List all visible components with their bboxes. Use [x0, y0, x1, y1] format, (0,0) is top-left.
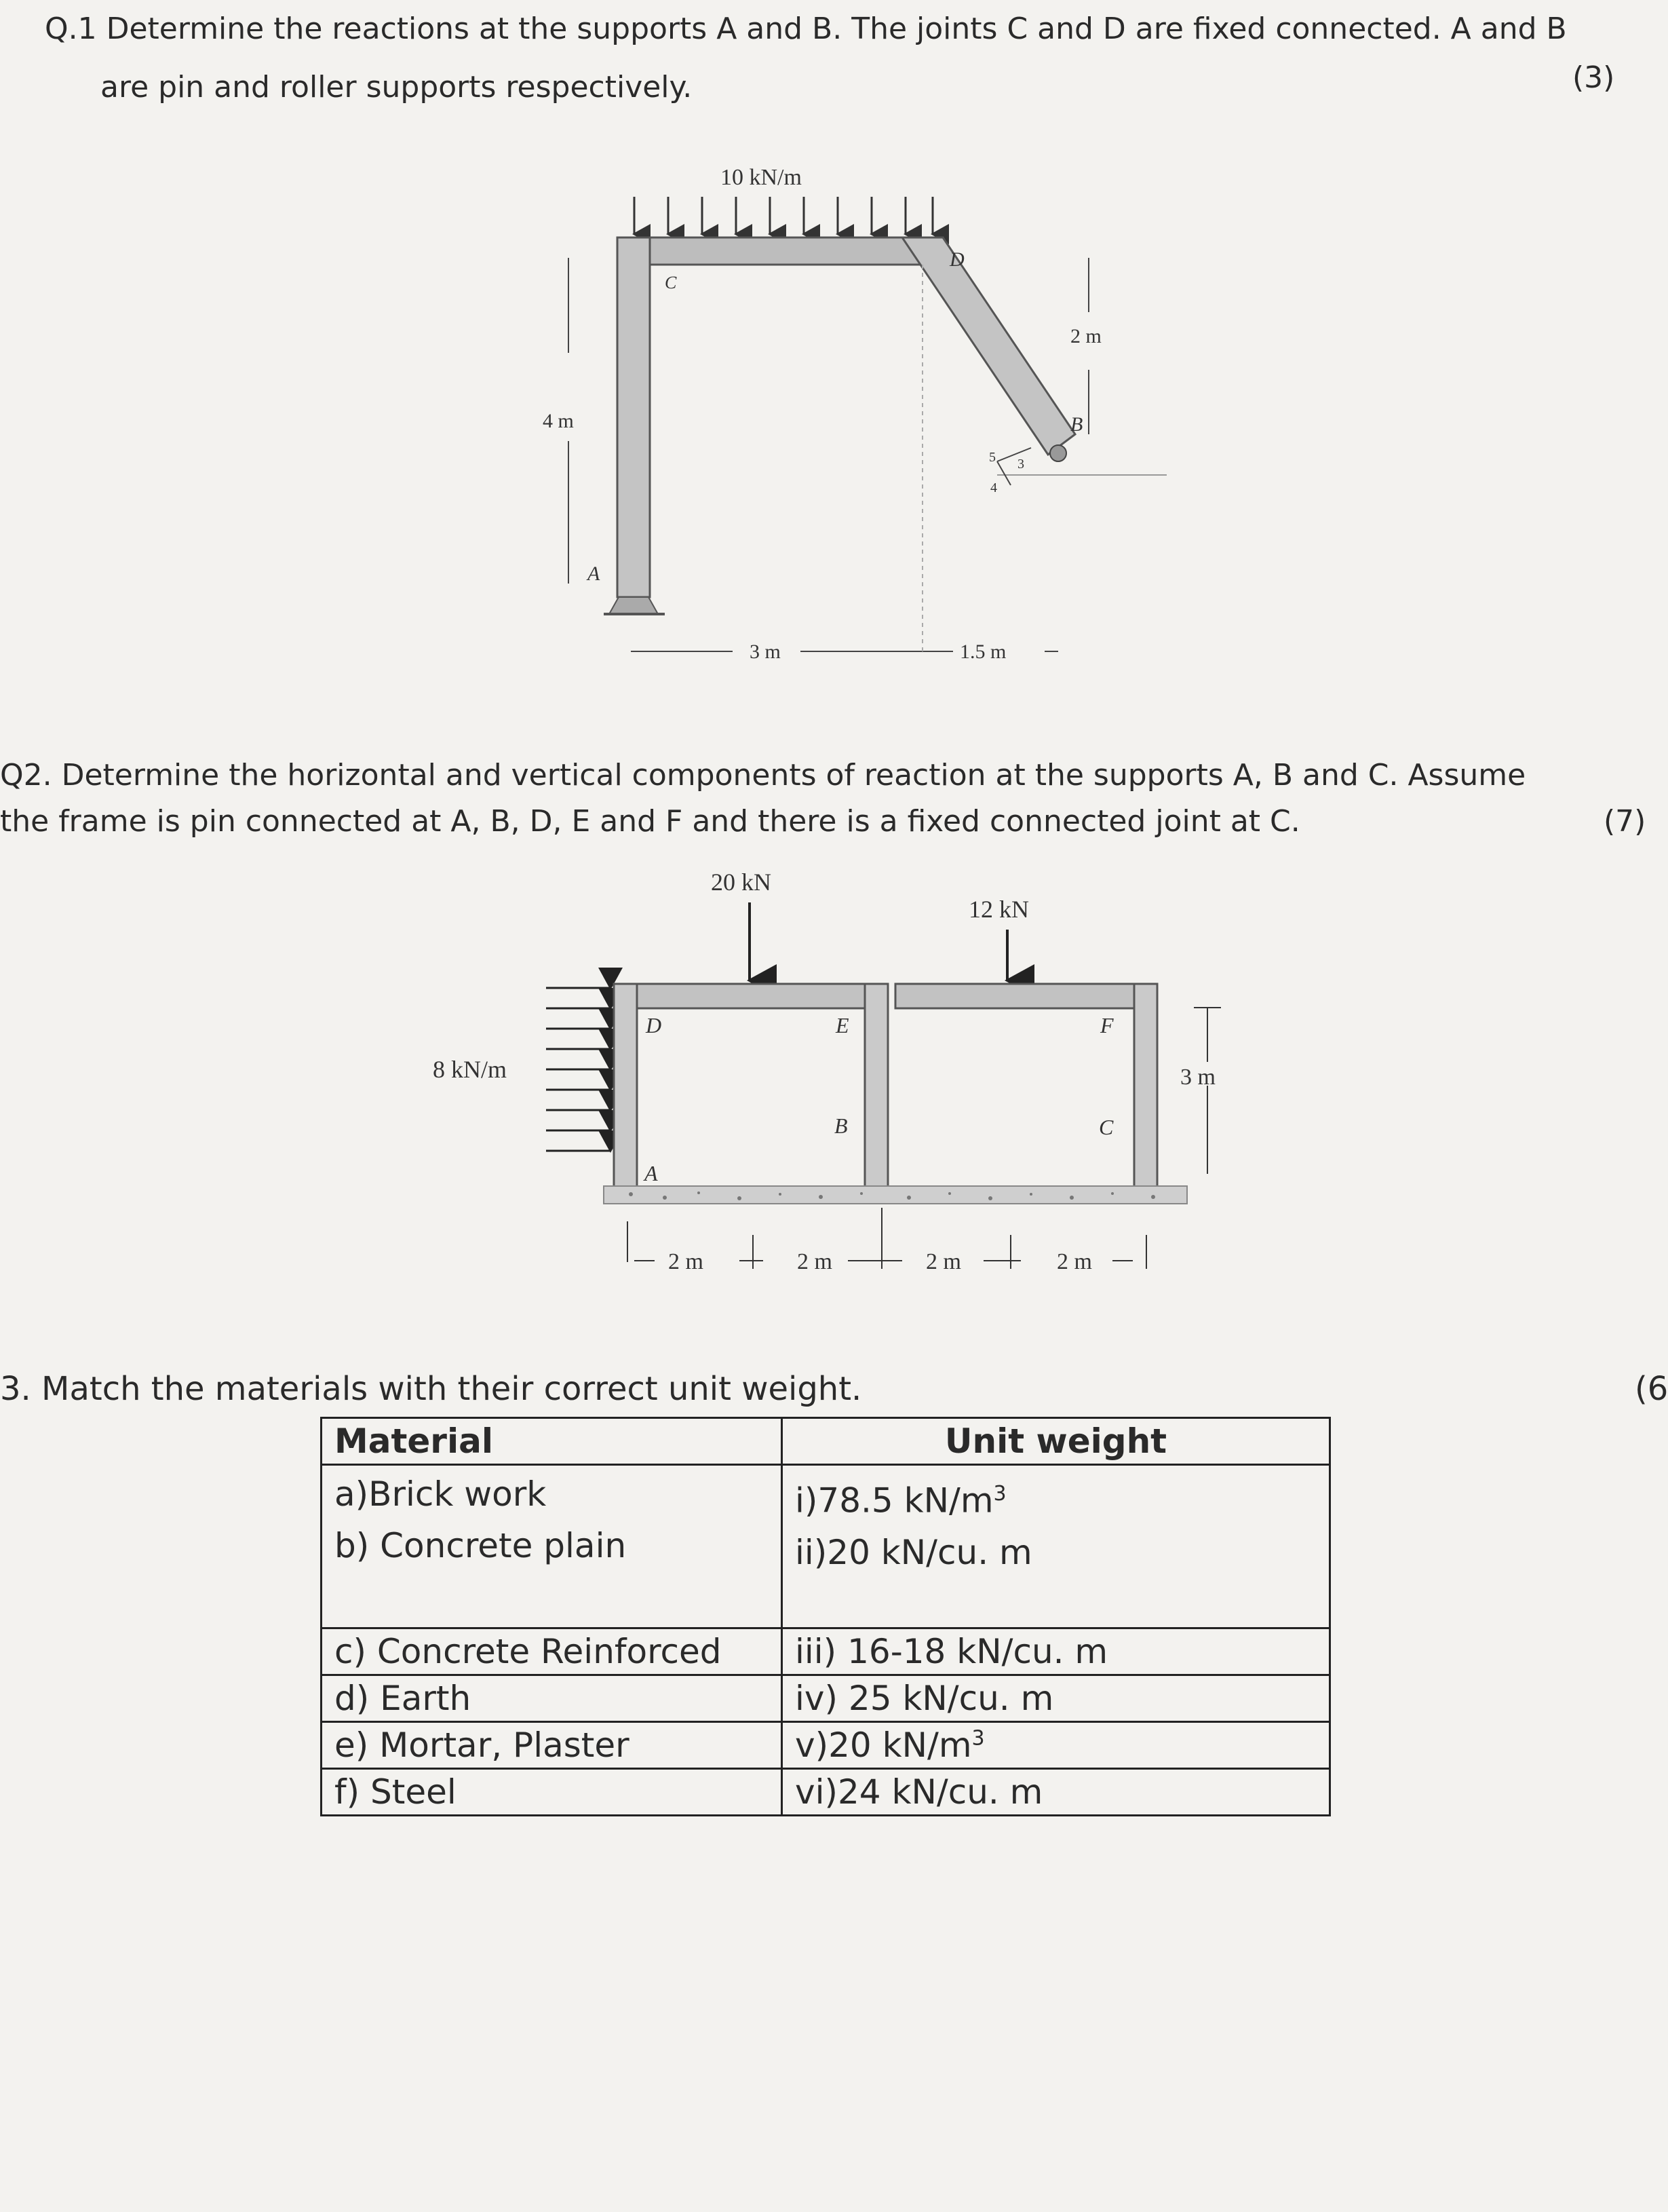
- q1-label-a: A: [587, 562, 600, 585]
- q2-column-b: [865, 984, 888, 1187]
- q1-slope-5: 5: [989, 450, 996, 465]
- q2-frame-figure: [0, 855, 1655, 1303]
- material-f: f) Steel: [322, 1769, 782, 1816]
- unit-v: v)20 kN/m: [795, 1725, 972, 1765]
- q2-label-f: F: [1100, 1013, 1114, 1037]
- q2-label-a: A: [644, 1161, 658, 1185]
- q1-dim-right: 2 m: [1070, 325, 1102, 347]
- q1-slope-triangle: [997, 448, 1031, 485]
- q2-column-a: [614, 984, 637, 1187]
- table-row: [322, 1722, 1330, 1769]
- q1-frame-figure: [0, 0, 1655, 706]
- q2-distributed-arrows: [543, 927, 610, 1151]
- unit-iii: iii) 16-18 kN/cu. m: [782, 1628, 1330, 1675]
- table-header-row: [322, 1418, 1330, 1465]
- q2-dist-load-label: 8 kN/m: [433, 1056, 507, 1083]
- material-e: e) Mortar, Plaster: [322, 1722, 782, 1769]
- q2-span3: 2 m: [926, 1249, 961, 1274]
- q3-title: 3. Match the materials with their correct unit weight.: [0, 1370, 862, 1408]
- q1-label-d: D: [950, 248, 965, 271]
- q1-label-b: B: [1070, 413, 1083, 436]
- q1-label-c: C: [665, 273, 677, 292]
- q1-slope-3: 3: [1017, 457, 1024, 472]
- unit-i: i)78.5 kN/m: [795, 1481, 994, 1521]
- q2-span2: 2 m: [797, 1249, 832, 1274]
- q1-roller-support: [1050, 445, 1066, 461]
- q2-beam-left: [614, 984, 885, 1008]
- q1-dim-span1: 3 m: [750, 641, 781, 663]
- q1-marks: (3): [1572, 60, 1615, 95]
- header-unit-weight: Unit weight: [782, 1418, 1330, 1465]
- material-c: c) Concrete Reinforced: [322, 1628, 782, 1675]
- q1-top-beam: [617, 237, 943, 265]
- q2-column-c: [1134, 984, 1157, 1187]
- q1-column: [617, 237, 650, 597]
- unit-ii: ii)20 kN/cu. m: [795, 1532, 1032, 1572]
- q1-pin-support: [609, 597, 658, 614]
- q2-span4: 2 m: [1057, 1249, 1092, 1274]
- q1-inclined-member: [902, 237, 1075, 455]
- header-material: Material: [322, 1418, 782, 1465]
- q2-label-b: B: [834, 1113, 848, 1138]
- table-row: [322, 1628, 1330, 1675]
- q2-load1-label: 20 kN: [711, 869, 771, 896]
- q2-label-d: D: [646, 1013, 662, 1037]
- material-b: b) Concrete plain: [334, 1526, 627, 1565]
- q2-span1: 2 m: [668, 1249, 703, 1274]
- table-row: [322, 1769, 1330, 1816]
- unit-vi: vi)24 kN/cu. m: [782, 1769, 1330, 1816]
- q1-load-arrows: [634, 197, 933, 234]
- q2-load2-label: 12 kN: [969, 896, 1029, 923]
- q1-dim-height: 4 m: [543, 410, 574, 432]
- table-row-top: [322, 1465, 1330, 1628]
- unit-i-superscript: 3: [993, 1482, 1007, 1506]
- q1-dim-span2: 1.5 m: [960, 641, 1007, 663]
- unit-v-superscript: 3: [971, 1726, 985, 1751]
- q3-marks: (6: [1635, 1370, 1668, 1408]
- q1-line1: Q.1 Determine the reactions at the supports A and B. The joints C and D are fixed connected. A and B: [45, 12, 1567, 46]
- q2-line2: the frame is pin connected at A, B, D, E and F and there is a fixed connected joint at C.: [0, 804, 1300, 839]
- q2-marks: (7): [1604, 804, 1646, 839]
- material-d: d) Earth: [322, 1675, 782, 1722]
- q2-beam-right: [895, 984, 1157, 1008]
- q1-slope-4: 4: [990, 480, 997, 495]
- q2-label-c: C: [1099, 1115, 1114, 1139]
- q2-line1: Q2. Determine the horizontal and vertical components of reaction at the supports A, B and C. Assume: [0, 758, 1526, 793]
- q2-label-e: E: [836, 1013, 849, 1037]
- q1-load-label: 10 kN/m: [720, 165, 802, 190]
- q2-height-dim: [1194, 1008, 1221, 1174]
- table-row: [322, 1675, 1330, 1722]
- material-a: a)Brick work: [334, 1474, 547, 1514]
- unit-iv: iv) 25 kN/cu. m: [782, 1675, 1330, 1722]
- q2-ground: [604, 1186, 1187, 1204]
- q2-height-label: 3 m: [1180, 1065, 1216, 1090]
- materials-table: [320, 1417, 1331, 1816]
- q1-line2: are pin and roller supports respectively.: [100, 70, 693, 104]
